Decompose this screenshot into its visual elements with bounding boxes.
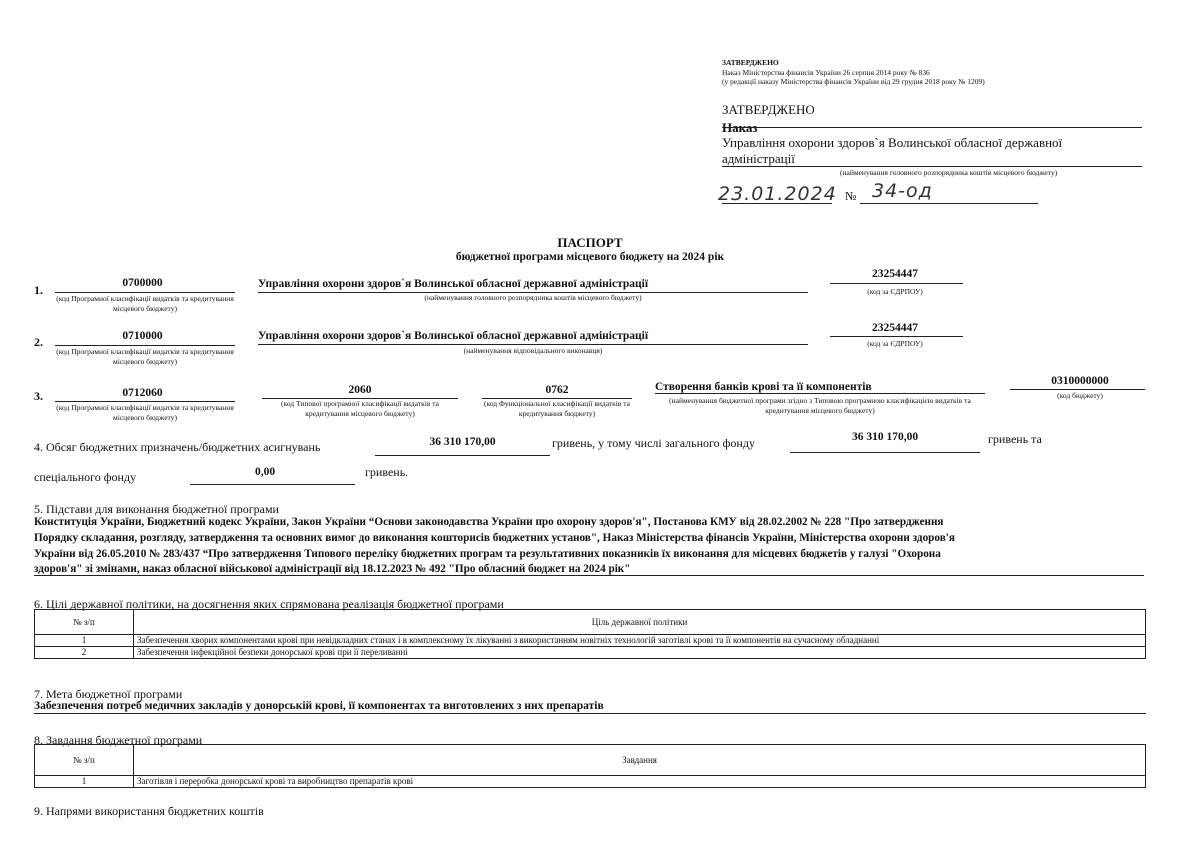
row3-program-caption: (найменування бюджетної програми згідно з Типовою програмною класифікацією видатків та кредитування місцевого бюджету) (669, 396, 971, 415)
goal-text: Забезпечення інфекційної безпеки донорської крові при її переливанні (134, 647, 1146, 659)
section8-title: 8. Завдання бюджетної програми (34, 733, 203, 747)
section7-title: 7. Мета бюджетної програми (34, 687, 183, 701)
approval-line-1 (722, 127, 1142, 128)
section4-total: 36 310 170,00 (429, 436, 496, 448)
passport-subtitle: бюджетної програми місцевого бюджету на 2024 рік (455, 251, 725, 263)
goals-col-goal: Ціль державної політики (134, 610, 1146, 635)
goal-num: 1 (35, 635, 134, 647)
section7-line (34, 713, 1146, 714)
row1-org-name: Управління охорони здоров`я Волинської обласної державної адміністрації (258, 278, 649, 290)
row3-functional-caption: (код Функціональної класифікації видатків та кредитування бюджету) (483, 399, 630, 418)
passport-title: ПАСПОРТ (557, 235, 623, 250)
section5-line-4: здоров'я" зі змінами, наказ обласної військової адміністрації від 18.12.2023 № 492 "Про обласний бюджет на 2024 рік" (34, 563, 631, 575)
approval-org-line2: адміністрації (722, 151, 795, 166)
section4-general: 36 310 170,00 (851, 431, 919, 443)
row3-program-line (655, 393, 985, 394)
row2-edrpou-line (830, 336, 963, 337)
row1-name-caption: (найменування головного розпорядника коштів місцевого бюджету) (424, 293, 642, 302)
goals-table-header (35, 610, 1146, 635)
task-text: Заготівля і переробка донорської крові та виробництво препаратів крові (134, 776, 1146, 788)
row3-code-line (55, 401, 235, 402)
row3-typical-code: 2060 (348, 384, 372, 396)
section4-general-line (790, 452, 980, 453)
section6-title: 6. Цілі державної політики, на досягнення яких спрямована реалізація бюджетної програми (34, 597, 504, 611)
table-row (35, 647, 1146, 659)
section5-line-2: Порядку складання, розгляду, затвердження та основних вимог до виконання кошторисів бюджетних установ", Наказ Міністерства фінансів України, Міністерства охорони здоров'я (34, 532, 955, 544)
section4-special: 0,00 (254, 466, 276, 478)
row3-budget-line (1010, 389, 1145, 390)
row2-edrpou: 23254447 (872, 322, 918, 334)
approval-org-line1: Управління охорони здоров`я Волинської обласної державної (722, 135, 1063, 150)
row3-number: 3. (34, 389, 43, 403)
approval-top-line2: (у редакції наказу Міністерства фінансів України від 29 грудня 2018 року № 1209) (722, 77, 985, 86)
approval-caption: (найменування головного розпорядника коштів місцевого бюджету) (840, 168, 1058, 177)
section4-label: 4. Обсяг бюджетних призначень/бюджетних асигнувань (34, 440, 321, 454)
row2-program-code: 0710000 (122, 330, 163, 342)
number-underline (860, 203, 1038, 204)
approval-number-sign: № (845, 189, 857, 203)
row2-code-caption: (код Програмної класифікації видатків та кредитування місцевого бюджету) (56, 347, 234, 366)
row2-name-line (258, 344, 808, 345)
table-row (35, 635, 1146, 647)
row1-code-caption: (код Програмної класифікації видатків та кредитування місцевого бюджету) (56, 294, 234, 313)
section4-special-label: спеціального фонду (34, 470, 137, 484)
section5-title: 5. Підстави для виконання бюджетної програми (34, 502, 279, 516)
row3-budget-caption: (код бюджету) (1057, 391, 1103, 400)
goal-text: Забезпечення хворих компонентами крові при невідкладних станах і в комплексному їх лікуванні з використанням новітніх технологій заготівлі крові та її компонентів на сучасному обладнанні (134, 635, 1146, 647)
goals-table (34, 609, 1146, 659)
section9-title: 9. Напрями використання бюджетних коштів (34, 804, 264, 818)
tasks-col-num: № з/п (35, 745, 134, 776)
tasks-table-header (35, 745, 1146, 776)
row3-program-code: 0712060 (122, 387, 163, 399)
approval-date-signature: 23.01.2024 (718, 183, 837, 205)
approval-number-signature: 34-од (872, 180, 933, 202)
section4-total-line (375, 455, 550, 456)
row1-program-code: 0700000 (122, 277, 163, 289)
section4-end-text: гривень та (988, 432, 1042, 446)
row3-program-name: Створення банків крові та її компонентів (655, 381, 872, 393)
section5-line-1: Конституція України, Бюджетний кодекс України, Закон України “Основи законодавства України про охорону здоров'я", Постанова КМУ від 28.02.2002 № 228 "Про затвердження (34, 516, 944, 528)
approval-top-line1: Наказ Міністерства фінансів України 26 серпня 2014 року № 836 (722, 68, 930, 77)
row1-code-line (55, 292, 235, 293)
goal-num: 2 (35, 647, 134, 659)
tasks-table (34, 744, 1146, 788)
approval-line-2 (722, 166, 1142, 167)
row2-org-name: Управління охорони здоров`я Волинської обласної державної адміністрації (258, 330, 649, 342)
row1-edrpou-caption: (код за ЄДРПОУ) (867, 287, 923, 296)
approval-title: ЗАТВЕРДЖЕНО (722, 102, 815, 117)
row3-code-caption: (код Програмної класифікації видатків та кредитування місцевого бюджету) (56, 403, 234, 422)
section7-text: Забезпечення потреб медичних закладів у донорській крові, її компонентах та виготовлених з них препаратів (34, 700, 604, 712)
row3-functional-code: 0762 (545, 384, 569, 396)
approval-top-title: ЗАТВЕРДЖЕНО (722, 58, 779, 67)
goals-col-num: № з/п (35, 610, 134, 635)
section4-special-line (190, 484, 355, 485)
approval-doc-type: Наказ (722, 120, 758, 135)
row1-edrpou: 23254447 (872, 268, 918, 280)
date-underline (722, 203, 832, 204)
section4-special-end: гривень. (365, 465, 409, 479)
task-num: 1 (35, 776, 134, 788)
row3-typical-caption: (код Типової програмної класифікації видатків та кредитування місцевого бюджету) (280, 399, 440, 418)
row3-budget-code: 0310000000 (1051, 375, 1109, 387)
section5-line-3: України від 26.05.2010 № 283/437 “Про затвердження Типового переліку бюджетних програм та результативних показників їх виконання для місцевих бюджетів у галузі "Охорона (34, 548, 941, 560)
row2-code-line (55, 345, 235, 346)
tasks-col-task: Завдання (134, 745, 1146, 776)
row2-name-caption: (найменування відповідального виконавця) (463, 346, 603, 355)
table-row (35, 776, 1146, 788)
section5-line (34, 575, 1144, 576)
row1-number: 1. (34, 283, 43, 297)
section4-mid-text: гривень, у тому числі загального фонду (552, 436, 755, 450)
row2-number: 2. (34, 335, 43, 349)
row1-edrpou-line (830, 283, 963, 284)
row2-edrpou-caption: (код за ЄДРПОУ) (867, 339, 923, 348)
